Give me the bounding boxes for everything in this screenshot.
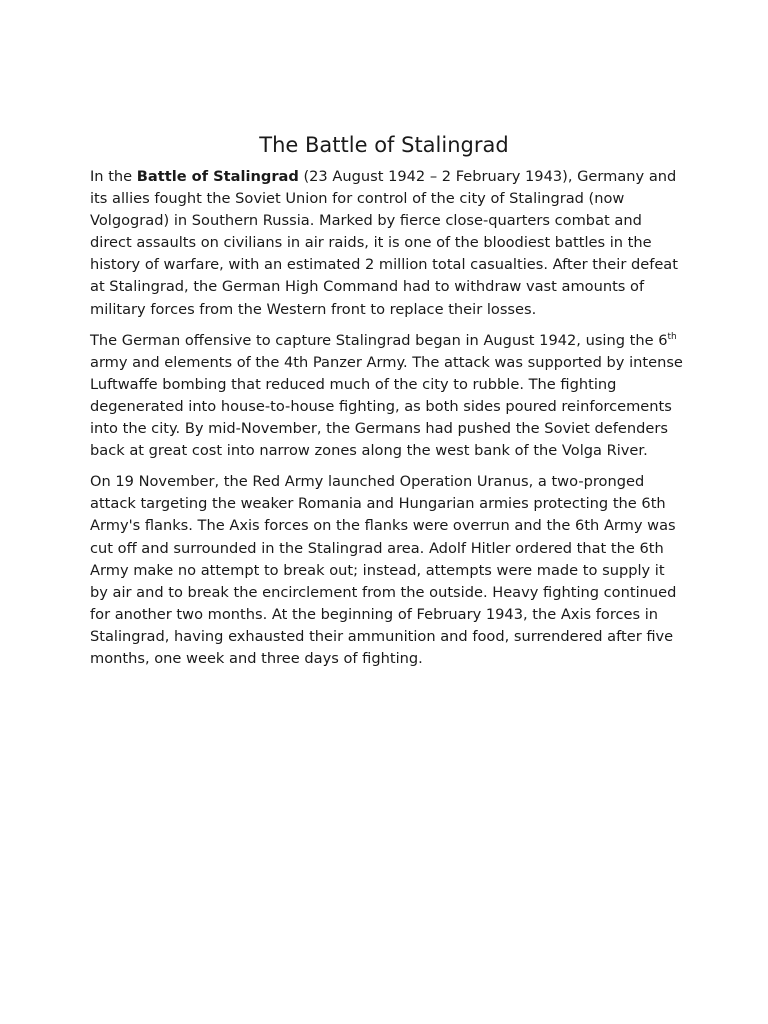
battle-name-bold: Battle of Stalingrad: [136, 168, 299, 185]
paragraph-offensive-lead: The German offensive to capture Stalingrad began in August 1942, using the 6: [90, 331, 668, 349]
paragraph-offensive: [90, 330, 686, 463]
paragraph-counteroffensive: On 19 November, the Red Army launched Operation Uranus, a two-pronged attack targeting the weaker Romania and Hungarian armies protecting the 6th Army's flanks. The Axis forces on the flanks were overrun and the 6th Army was cut off and surrounded in the Stalingrad area. Adolf Hitler ordered that the 6th Army make no attempt to break out; instead, attempts were made to supply it by air and to break the encirclement from the outside. Heavy fighting continued for another two months. At the beginning of February 1943, the Axis forces in Stalingrad, having exhausted their ammunition and food, surrendered after five months, one week and three days of fighting.: [90, 473, 677, 667]
paragraph-intro: [90, 166, 686, 321]
paragraph-offensive-body: army and elements of the 4th Panzer Army. The attack was supported by intense Luftwaffe bombing that reduced much of the city to rubble. The fighting degenerated into house-to-house fighting, as both sides poured reinforcements into the city. By mid-November, the Germans had pushed the Soviet defenders back at great cost into narrow zones along the west bank of the Volga River.: [90, 353, 683, 460]
ordinal-superscript: th: [667, 331, 677, 342]
page-title: The Battle of Stalingrad: [259, 133, 509, 157]
paragraph-intro-lead: In the: [90, 168, 137, 185]
paragraph-intro-body: (23 August 1942 – 2 February 1943), Germany and its allies fought the Soviet Union for control of the city of Stalingrad (now Volgograd) in Southern Russia. Marked by fierce close-quarters combat and direct assaults on civilians in air raids, it is one of the bloodiest battles in the history of warfare, with an estimated 2 million total casualties. After their defeat at Stalingrad, the German High Command had to withdraw vast amounts of military forces from the Western front to replace their losses.: [90, 168, 678, 318]
document-body: [90, 166, 686, 679]
